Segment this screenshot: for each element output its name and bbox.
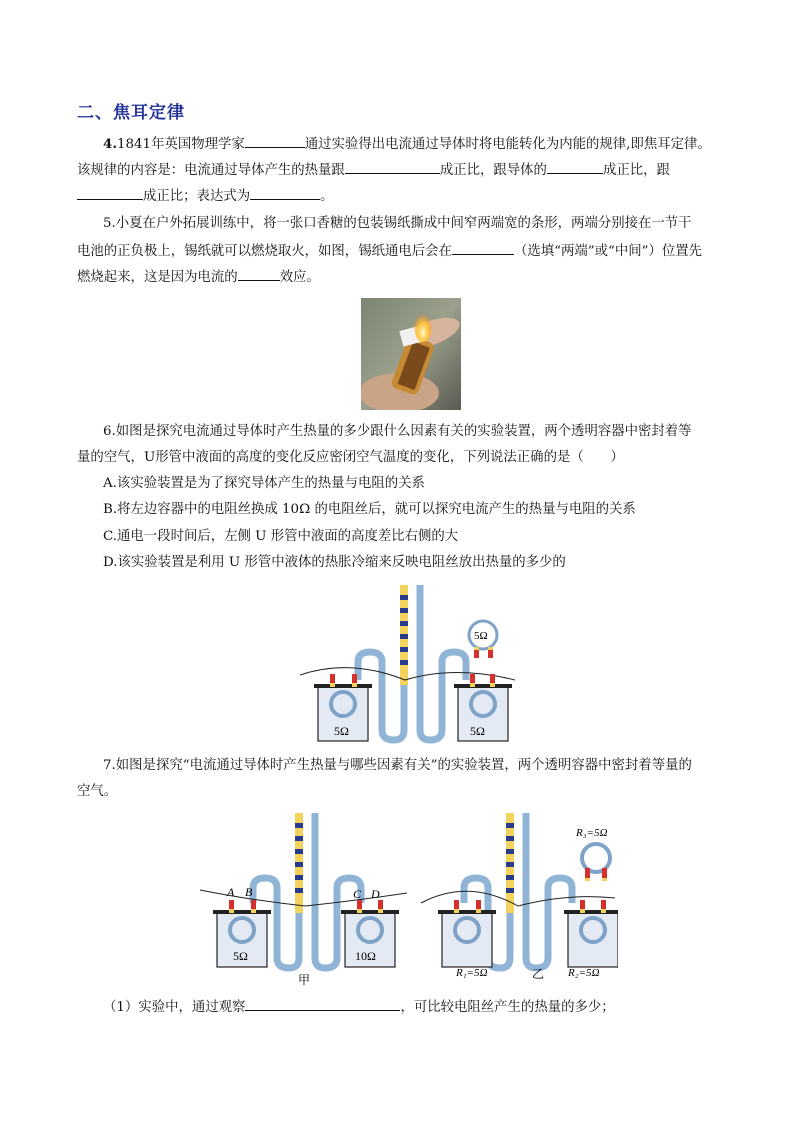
q7-figure-b (418, 808, 618, 988)
q4-line-1: 4.1841年英国物理学家 通过实验得出电流通过导体时将电能转化为内能的规律,即焦耳定律。 (103, 133, 711, 155)
q7-sub1-blank[interactable] (245, 996, 400, 1011)
q4-blank-1[interactable] (245, 133, 305, 148)
q7-line-1: 7.如图是探究“电流通过导体时产生热量与哪些因素有关”的实验装置，两个透明容器中密封着等量的 (103, 758, 692, 773)
q7-line-2: 空气。 (77, 784, 118, 799)
q6-line-2: 量的空气，U形管中液面的高度的变化反应密闭空气温度的变化，下列说法正确的是（ ） (77, 450, 624, 465)
q5-blank-1[interactable] (452, 240, 514, 255)
q4-blank-4[interactable] (77, 185, 143, 200)
q4-blank-5[interactable] (250, 185, 320, 200)
q7a-caption: 甲 (298, 973, 311, 987)
q4-blank-2[interactable] (345, 159, 440, 174)
q6-option-c[interactable]: C.通电一段时间后，左侧 U 形管中液面的高度差比右侧的大 (103, 529, 459, 544)
terminal-d-label: D (371, 887, 380, 901)
q6-ext-resistor-label: 5Ω (474, 630, 488, 642)
q4-blank-3[interactable] (547, 159, 603, 174)
r3-label: R₃=5Ω (576, 827, 608, 839)
q6-line-1: 6.如图是探究电流通过导体时产生热量的多少跟什么因素有关的实验装置，两个透明容器中密封着等 (103, 424, 692, 439)
r1-label: R₁=5Ω (456, 967, 488, 979)
q5-line-3: 燃烧起来，这是因为电流的 效应。 (77, 266, 320, 288)
q4-line-3: 成正比；表达式为 。 (77, 185, 334, 207)
q6-option-d[interactable]: D.该实验装置是利用 U 形管中液体的热胀冷缩来反映电阻丝放出热量的多少的 (103, 555, 566, 570)
battery-foil-photo (361, 298, 461, 410)
q7a-left-resistor-label: 5Ω (233, 949, 248, 963)
section-title: 二、焦耳定律 (77, 103, 185, 123)
q6-option-a[interactable]: A.该实验装置是为了探究导体产生的热量与电阻的关系 (103, 476, 425, 491)
r2-label: R₂=5Ω (568, 967, 600, 979)
q5-line-1: 5.小夏在户外拓展训练中，将一张口香糖的包装锡纸撕成中间窄两端宽的条形，两端分别接在一节干 (103, 216, 692, 231)
q4-line-2: 该规律的内容是：电流通过导体产生的热量跟 成正比，跟导体的 成正比，跟 (77, 159, 670, 181)
q7a-right-resistor-label: 10Ω (355, 949, 376, 963)
terminal-b-label: B (245, 885, 253, 899)
q4-number: 4. (103, 136, 117, 152)
q5-blank-2[interactable] (238, 266, 280, 281)
terminal-c-label: C (353, 887, 362, 901)
q6-figure (290, 580, 520, 745)
q5-line-2: 电池的正负极上，锡纸就可以燃烧取火，如图，锡纸通电后会在 （选填“两端”或“中间”）位置先 (77, 240, 702, 262)
q6-right-resistor-label: 5Ω (470, 724, 485, 738)
q6-left-resistor-label: 5Ω (334, 724, 349, 738)
terminal-a-label: A (227, 885, 235, 899)
q6-option-b[interactable]: B.将左边容器中的电阻丝换成 10Ω 的电阻丝后，就可以探究电流产生的热量与电阻的关系 (103, 502, 636, 517)
q7-sub1: （1）实验中，通过观察 ，可比较电阻丝产生的热量的多少； (103, 996, 615, 1018)
q7-figure-a (195, 808, 410, 988)
q7b-caption: 乙 (532, 967, 545, 981)
